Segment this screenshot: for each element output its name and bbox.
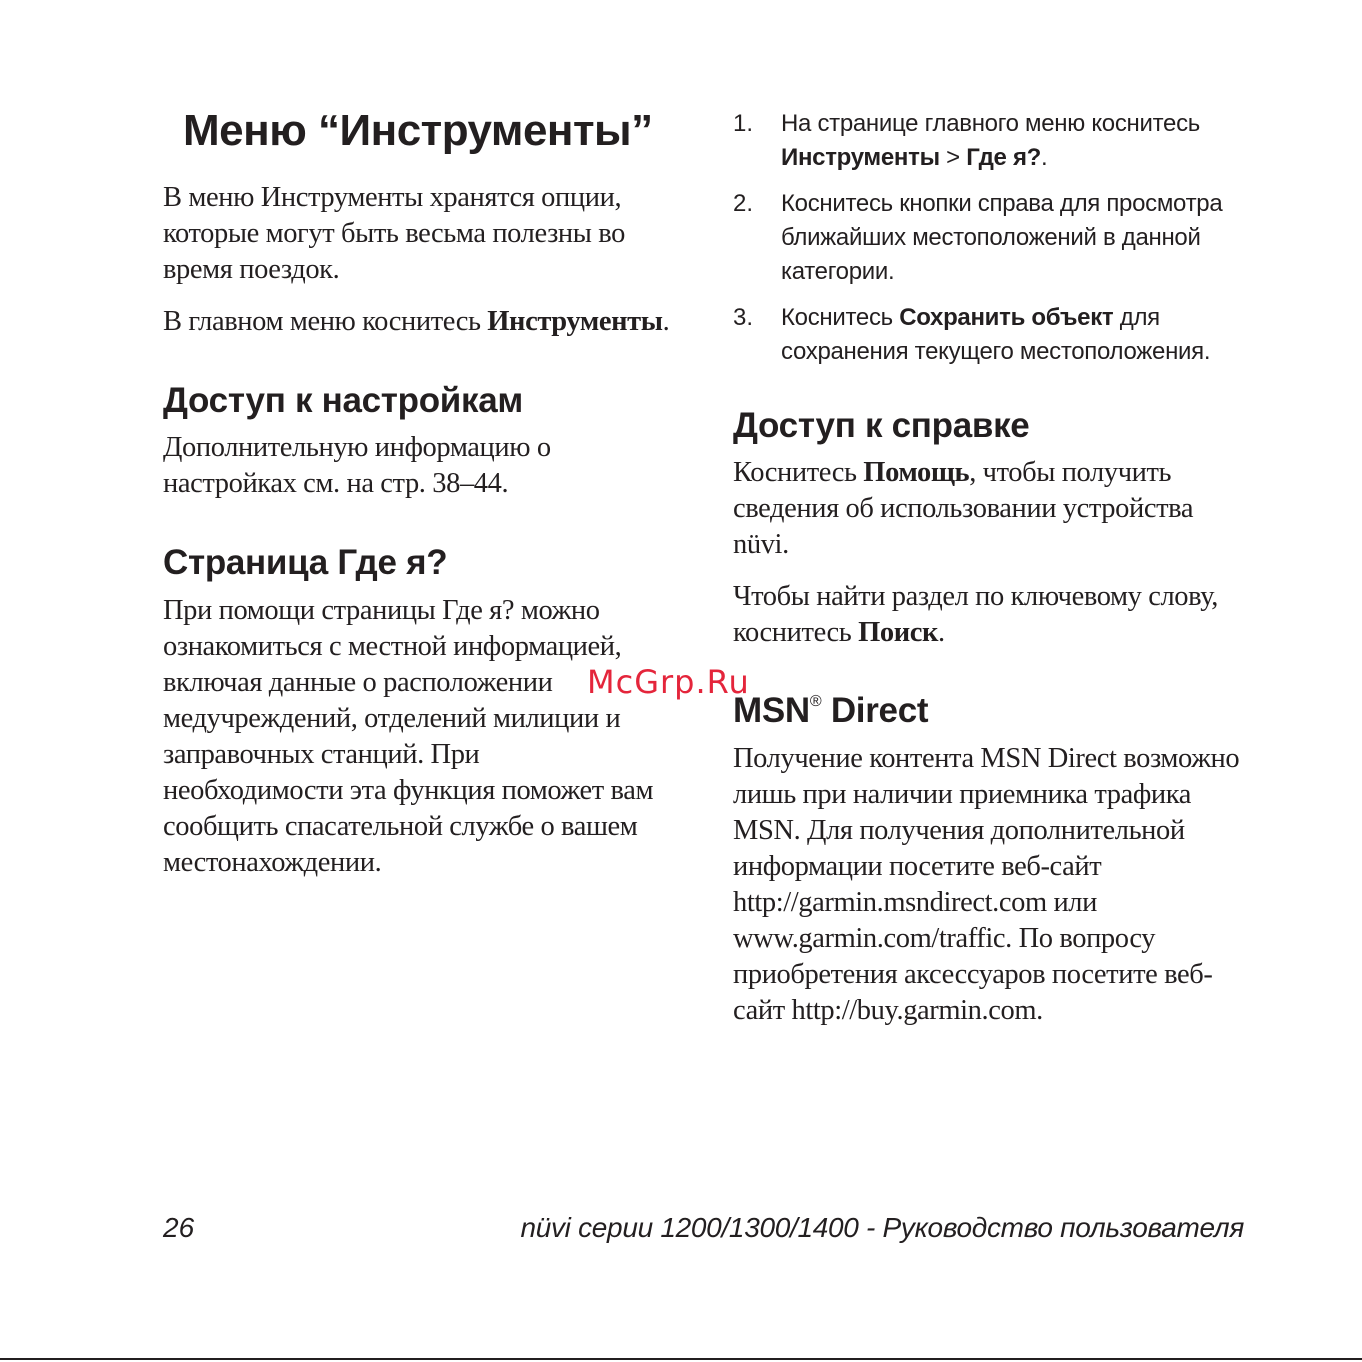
step-bold-tools: Инструменты (781, 144, 940, 171)
registered-mark: ® (809, 693, 822, 710)
step-text-part: На странице главного меню коснитесь (781, 110, 1200, 137)
step-text (781, 301, 1253, 369)
msn-text: Получение контента MSN Direct возможно лишь при наличии приемника трафика MSN. Для получения дополнительной информации посетите веб-сайт http://garmin.msndirect.com или www.garmin.com/traffic. По вопросу приобретения аксессуаров посетите веб-сайт http://buy.garmin.com. (733, 743, 1240, 1026)
step-1 (733, 107, 1253, 175)
footer-doc-title: nüvi серии 1200/1300/1400 - Руководство пользователя (520, 1212, 1244, 1243)
step-2 (733, 187, 1253, 289)
watermark: McGrp.Ru (587, 663, 750, 701)
help-bold-help: Помощь (863, 457, 970, 488)
intro-instruction-bold: Инструменты (487, 306, 663, 337)
step-bold-save: Сохранить объект (899, 304, 1114, 331)
help-heading: Доступ к справке (733, 406, 1030, 445)
search-text-part: . (938, 617, 945, 648)
msn-heading (733, 690, 1253, 732)
help-text-part: Коснитесь (733, 457, 864, 488)
settings-text: Дополнительную информацию о настройках см. на стр. 38–44. (163, 432, 551, 499)
step-text-part: . (1041, 144, 1048, 171)
help-paragraph (733, 455, 1253, 563)
step-bold-where: Где я? (966, 144, 1042, 171)
msn-heading-part: Direct (821, 691, 929, 730)
where-heading: Страница Где я? (163, 543, 448, 582)
step-3 (733, 301, 1253, 369)
bottom-rule (0, 1358, 1362, 1360)
intro-instruction-pre: В главном меню коснитесь (163, 306, 488, 337)
intro-paragraph: В меню Инструменты хранятся опции, которые могут быть весьма полезны во время поездок. (163, 182, 625, 285)
step-number: 3. (733, 304, 754, 331)
intro-instruction (163, 304, 673, 340)
msn-heading-part: MSN (733, 691, 810, 730)
step-text-separator: > (939, 144, 967, 171)
step-text (781, 107, 1253, 175)
intro-instruction-post: . (662, 306, 670, 337)
step-text-part: Коснитесь (781, 304, 900, 331)
step-text-part: для сохранения текущего местоположения. (781, 304, 1211, 365)
page-title: Меню “Инструменты” (183, 106, 653, 155)
step-number: 2. (733, 190, 754, 217)
step-number: 1. (733, 110, 754, 137)
search-bold: Поиск (858, 617, 939, 648)
step-text: Коснитесь кнопки справа для просмотра ближайших местоположений в данной категории. (781, 190, 1223, 285)
page-number: 26 (163, 1212, 195, 1243)
search-text-part: Чтобы найти раздел по ключевому слову, коснитесь (733, 581, 1218, 648)
settings-heading: Доступ к настройкам (163, 381, 523, 420)
help-text-part: , чтобы получить сведения об использовании устройства nüvi. (733, 457, 1194, 560)
search-paragraph (733, 579, 1253, 651)
where-text: При помощи страницы Где я? можно ознакомиться с местной информацией, включая данные о расположении медучреждений, отделений милиции и заправочных станций. При необходимости эта функция поможет вам сообщить спасательной службе о вашем местонахождении. (163, 595, 654, 878)
